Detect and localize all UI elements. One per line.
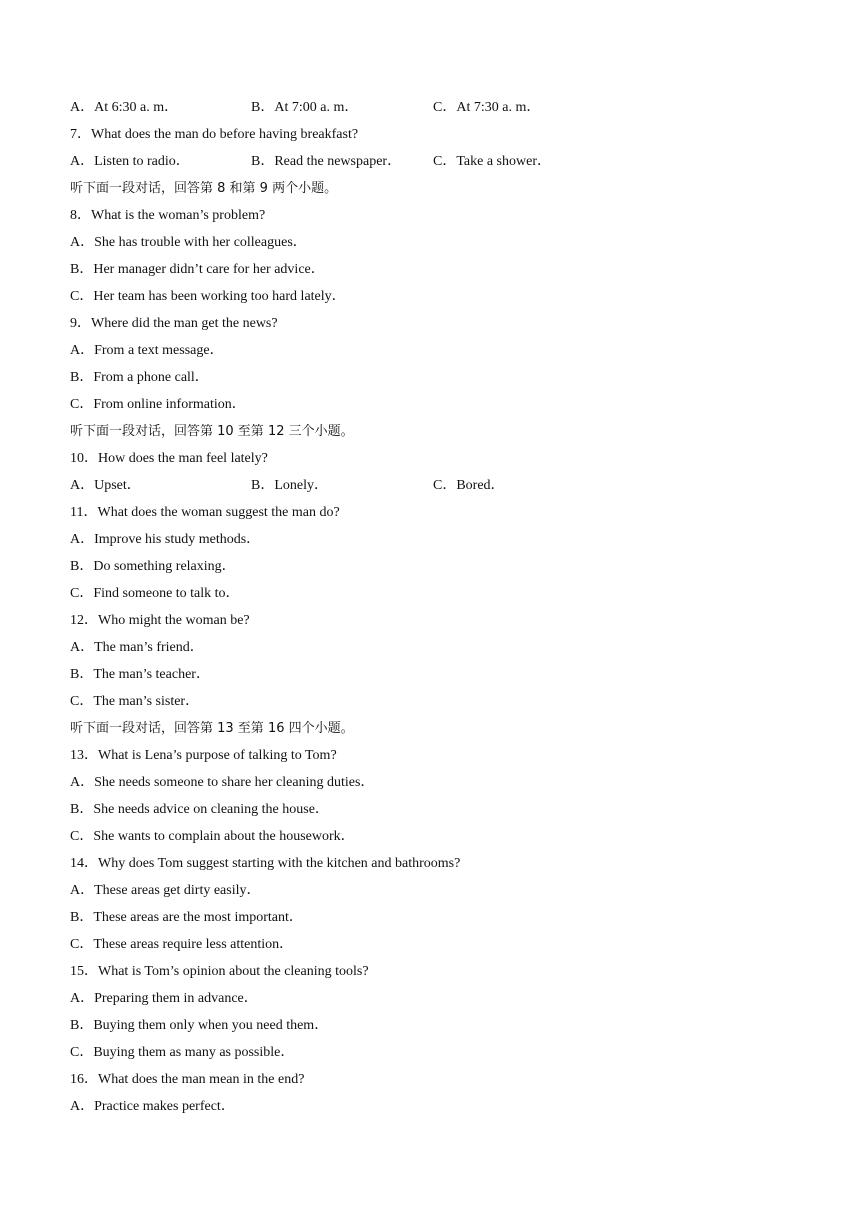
answer-option: C．Bored． bbox=[433, 478, 505, 493]
answer-option: A．Upset． bbox=[70, 478, 141, 493]
question-text: 12．Who might the woman be? bbox=[70, 613, 250, 628]
section-instruction: 听下面一段对话，回答第 10 至第 12 三个小题。 bbox=[70, 424, 354, 439]
answer-option: A．From a text message． bbox=[70, 343, 224, 358]
question-text: 9．Where did the man get the news? bbox=[70, 316, 278, 331]
question-text: 15．What is Tom’s opinion about the cleaning tools? bbox=[70, 964, 369, 979]
question-text: 8．What is the woman’s problem? bbox=[70, 208, 266, 223]
question-text: 14．Why does Tom suggest starting with the kitchen and bathrooms? bbox=[70, 856, 461, 871]
answer-option: A．Listen to radio． bbox=[70, 154, 190, 169]
answer-option: B．Lonely． bbox=[251, 478, 328, 493]
answer-option: B．Her manager didn’t care for her advice． bbox=[70, 262, 325, 277]
answer-option: A．Improve his study methods． bbox=[70, 532, 261, 547]
question-text: 13．What is Lena’s purpose of talking to Tom? bbox=[70, 748, 337, 763]
answer-option: C．Find someone to talk to． bbox=[70, 586, 240, 601]
answer-option: C．The man’s sister． bbox=[70, 694, 200, 709]
answer-option: B．The man’s teacher． bbox=[70, 667, 210, 682]
answer-option: B．She needs advice on cleaning the house． bbox=[70, 802, 329, 817]
question-text: 7．What does the man do before having breakfast? bbox=[70, 127, 359, 142]
question-text: 16．What does the man mean in the end? bbox=[70, 1072, 305, 1087]
answer-option: B．Do something relaxing． bbox=[70, 559, 236, 574]
answer-option: C．Her team has been working too hard lately． bbox=[70, 289, 346, 304]
answer-option: C．Buying them as many as possible． bbox=[70, 1045, 295, 1060]
section-instruction: 听下面一段对话，回答第 8 和第 9 两个小题。 bbox=[70, 181, 338, 196]
answer-option: B．From a phone call． bbox=[70, 370, 209, 385]
answer-option: B．These areas are the most important． bbox=[70, 910, 303, 925]
answer-options-row bbox=[70, 475, 790, 502]
answer-options-row bbox=[70, 97, 790, 124]
answer-option: C．At 7:30 a. m． bbox=[433, 100, 541, 115]
answer-options-row bbox=[70, 151, 790, 178]
question-text: 11．What does the woman suggest the man do? bbox=[70, 505, 340, 520]
answer-option: C．She wants to complain about the housework． bbox=[70, 829, 355, 844]
answer-option: A．Preparing them in advance． bbox=[70, 991, 258, 1006]
answer-option: A．She needs someone to share her cleaning duties． bbox=[70, 775, 375, 790]
answer-option: C．These areas require less attention． bbox=[70, 937, 294, 952]
exam-page bbox=[70, 97, 790, 1123]
question-text: 10．How does the man feel lately? bbox=[70, 451, 268, 466]
answer-option: B．Buying them only when you need them． bbox=[70, 1018, 329, 1033]
answer-option: A．At 6:30 a. m． bbox=[70, 100, 179, 115]
answer-option: A．She has trouble with her colleagues． bbox=[70, 235, 307, 250]
answer-option: C．Take a shower． bbox=[433, 154, 551, 169]
answer-option: B．Read the newspaper． bbox=[251, 154, 402, 169]
answer-option: B．At 7:00 a. m． bbox=[251, 100, 359, 115]
answer-option: A．Practice makes perfect． bbox=[70, 1099, 235, 1114]
answer-option: C．From online information． bbox=[70, 397, 246, 412]
answer-option: A．These areas get dirty easily． bbox=[70, 883, 261, 898]
answer-option: A．The man’s friend． bbox=[70, 640, 204, 655]
section-instruction: 听下面一段对话，回答第 13 至第 16 四个小题。 bbox=[70, 721, 354, 736]
